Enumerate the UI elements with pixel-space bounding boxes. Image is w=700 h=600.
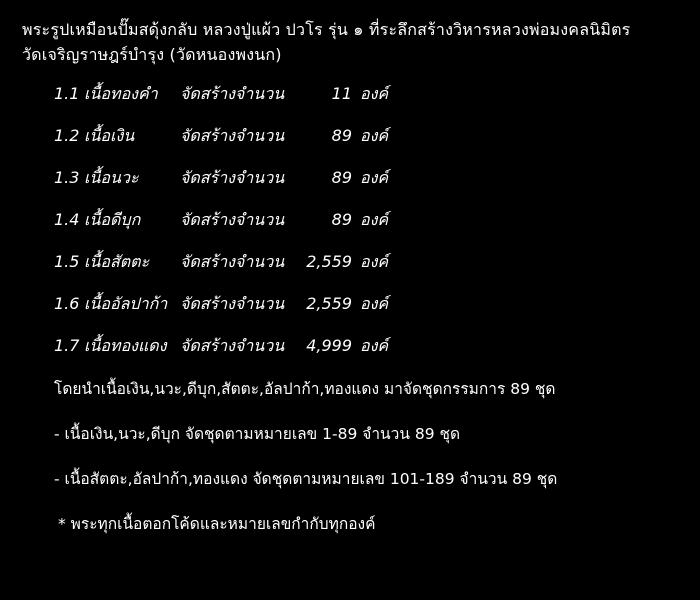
item-quantity: 11 — [331, 83, 352, 103]
header-line-1: พระรูปเหมือนปั๊มสดุ้งกลับ หลวงปู่แผ้ว ปวโร รุ่น ๑ ที่ระลึกสร้างวิหารหลวงพ่อมงคลนิมิตร — [22, 20, 631, 39]
item-quantity: 89 — [331, 125, 352, 145]
item-number: 1.2 — [54, 125, 80, 145]
note-line: - เนื้อเงิน,นวะ,ดีบุก จัดชุดตามหมายเลข 1-89 จำนวน 89 ชุด — [54, 424, 461, 443]
item-quantity: 2,559 — [306, 251, 352, 271]
list-item — [14, 292, 686, 317]
note-line: โดยนำเนื้อเงิน,นวะ,ดีบุก,สัตตะ,อัลปาก้า,ทองแดง มาจัดชุดกรรมการ 89 ชุด — [54, 379, 556, 398]
item-unit: องค์ — [360, 335, 389, 355]
item-number: 1.4 — [54, 209, 80, 229]
item-material: เนื้อนวะ — [84, 167, 139, 187]
list-item — [14, 250, 686, 275]
item-number: 1.5 — [54, 251, 80, 271]
list-item — [14, 166, 686, 191]
list-item — [14, 208, 686, 233]
note-line: - เนื้อสัตตะ,อัลปาก้า,ทองแดง จัดชุดตามหมายเลข 101-189 จำนวน 89 ชุด — [54, 469, 558, 488]
note-line: * พระทุกเนื้อตอกโค้ดและหมายเลขกำกับทุกองค์ — [58, 514, 376, 533]
item-material: เนื้อสัตตะ — [84, 251, 150, 271]
item-quantity: 2,559 — [306, 293, 352, 313]
item-material: เนื้อดีบุก — [84, 209, 141, 229]
item-made-label: จัดสร้างจำนวน — [180, 167, 285, 187]
item-made-label: จัดสร้างจำนวน — [180, 293, 285, 313]
item-made-label: จัดสร้างจำนวน — [180, 209, 285, 229]
item-number: 1.3 — [54, 167, 80, 187]
item-quantity: 4,999 — [306, 335, 352, 355]
item-made-label: จัดสร้างจำนวน — [180, 125, 285, 145]
item-made-label: จัดสร้างจำนวน — [180, 83, 285, 103]
item-material: เนื้อเงิน — [84, 125, 135, 145]
item-unit: องค์ — [360, 251, 389, 271]
item-number: 1.7 — [54, 335, 80, 355]
item-unit: องค์ — [360, 125, 389, 145]
item-list — [14, 82, 686, 359]
list-item — [14, 334, 686, 359]
list-item — [14, 124, 686, 149]
document-header — [22, 18, 686, 68]
header-line-2: วัดเจริญราษฎร์บำรุง (วัดหนองพงนก) — [22, 44, 282, 64]
item-material: เนื้อทองคำ — [84, 83, 158, 103]
item-material: เนื้อทองแดง — [84, 335, 167, 355]
list-item — [14, 82, 686, 107]
item-number: 1.6 — [54, 293, 80, 313]
item-made-label: จัดสร้างจำนวน — [180, 251, 285, 271]
item-number: 1.1 — [54, 83, 80, 103]
item-quantity: 89 — [331, 167, 352, 187]
item-quantity: 89 — [331, 209, 352, 229]
item-unit: องค์ — [360, 167, 389, 187]
item-unit: องค์ — [360, 293, 389, 313]
item-material: เนื้ออัลปาก้า — [84, 293, 168, 313]
item-made-label: จัดสร้างจำนวน — [180, 335, 285, 355]
item-unit: องค์ — [360, 209, 389, 229]
note-list — [14, 376, 686, 536]
item-unit: องค์ — [360, 83, 389, 103]
